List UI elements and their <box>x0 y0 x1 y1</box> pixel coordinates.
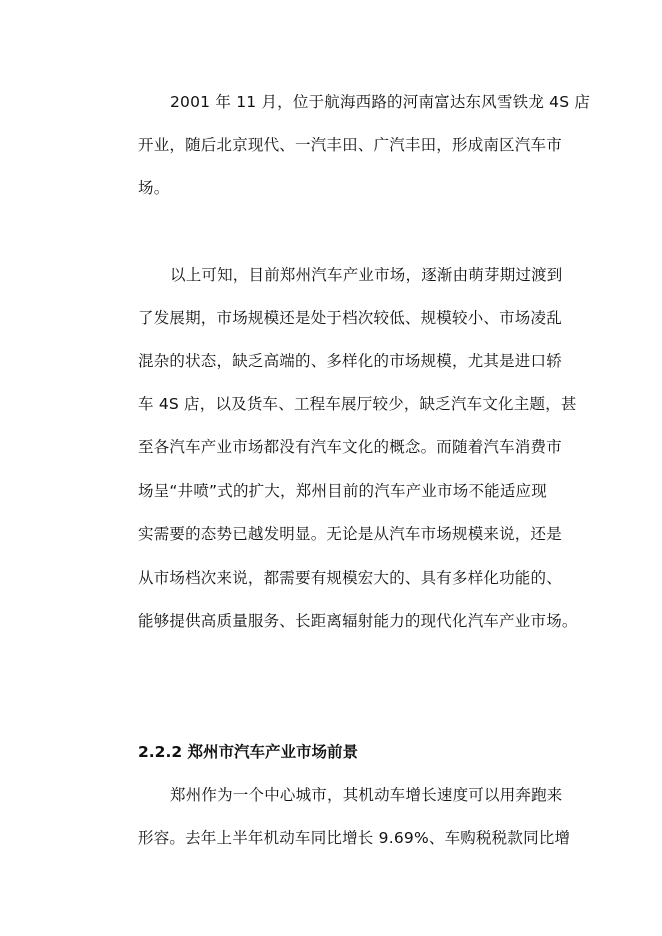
paragraph-2-line-7: 实需要的态势已越发明显。无论是从汽车市场规模来说，还是 <box>138 525 562 543</box>
paragraph-2-line-2: 了发展期，市场规模还是处于档次较低、规模较小、市场凌乱 <box>138 309 562 327</box>
paragraph-2-line-9: 能够提供高质量服务、长距离辐射能力的现代化汽车产业市场。 <box>138 612 578 630</box>
paragraph-2-line-1: 以上可知，目前郑州汽车产业市场，逐渐由萌芽期过渡到 <box>170 266 563 284</box>
paragraph-1-line-1: 2001 年 11 月，位于航海西路的河南富达东风雪铁龙 4S 店 <box>170 93 591 111</box>
section-heading: 2.2.2 郑州市汽车产业市场前景 <box>138 743 359 761</box>
section-paragraph-line-1: 郑州作为一个中心城市，其机动车增长速度可以用奔跑来 <box>170 786 563 804</box>
paragraph-2-line-4: 车 4S 店，以及货车、工程车展厅较少，缺乏汽车文化主题，甚 <box>138 395 577 413</box>
paragraph-2-line-6: 场呈“井喷”式的扩大，郑州目前的汽车产业市场不能适应现 <box>138 482 547 500</box>
paragraph-2-line-5: 至各汽车产业市场都没有汽车文化的概念。而随着汽车消费市 <box>138 438 562 456</box>
paragraph-2-line-3: 混杂的状态，缺乏高端的、多样化的市场规模，尤其是进口轿 <box>138 352 562 370</box>
paragraph-1-line-3: 场。 <box>138 179 170 197</box>
paragraph-2-line-8: 从市场档次来说，都需要有规模宏大的、具有多样化功能的、 <box>138 569 562 587</box>
paragraph-1-line-2: 开业，随后北京现代、一汽丰田、广汽丰田，形成南区汽车市 <box>138 136 562 154</box>
section-paragraph-line-2: 形容。去年上半年机动车同比增长 9.69%、车购税税款同比增 <box>138 829 571 847</box>
